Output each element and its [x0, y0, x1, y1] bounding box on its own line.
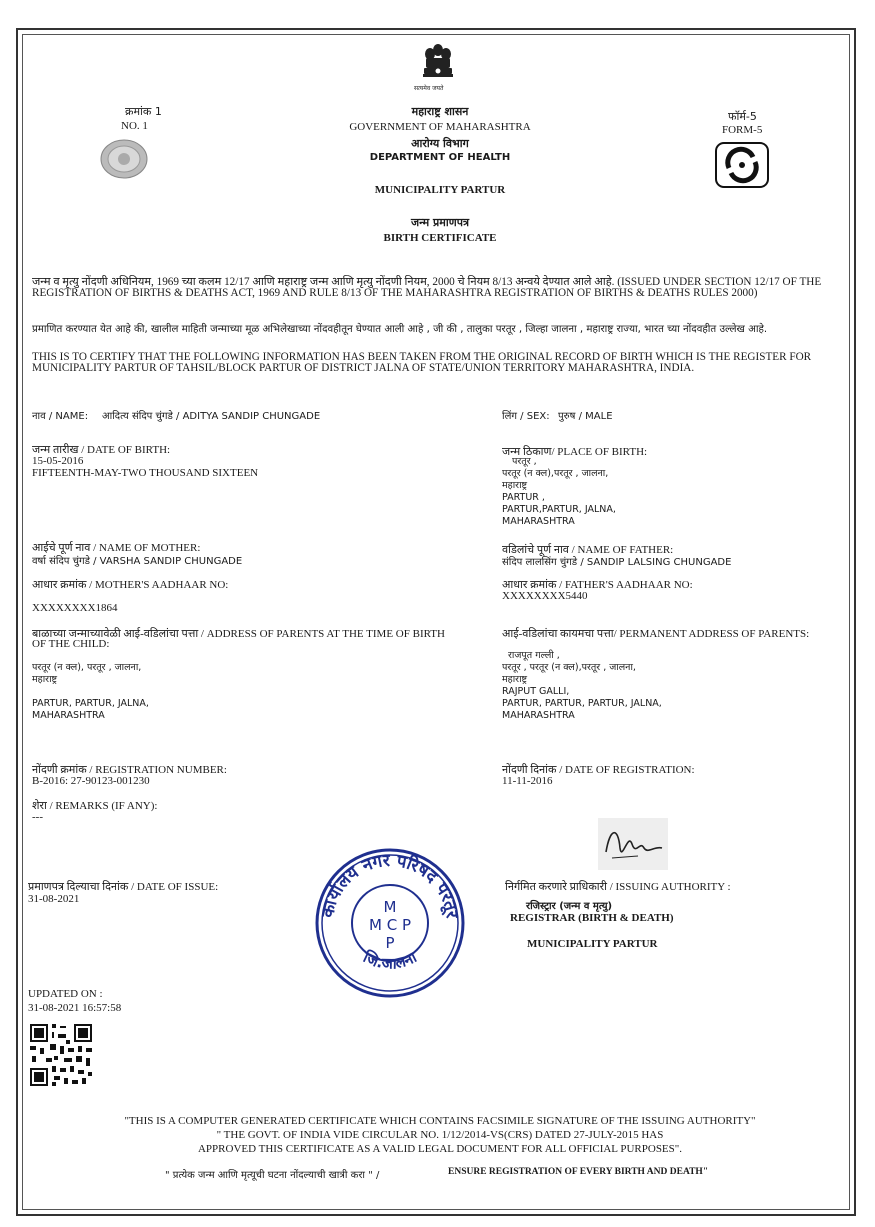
address-line: महाराष्ट्र: [502, 674, 528, 685]
certificate-inner-border: [22, 34, 850, 1210]
address-line: राजपूत गल्ली ,: [508, 650, 560, 661]
authority-municipality: MUNICIPALITY PARTUR: [527, 938, 658, 950]
issued-under-text: जन्म व मृत्यु नोंदणी अधिनियम, 1969 च्या कलम 12/17 आणि महाराष्ट्र जन्म आणि मृत्यु नोंदणी नियम, 2000 चे नियम 8/13 अन्वये देण्यात आले आहे. (ISSUED UNDER SECTION 12/17 OF THE REGISTRATION OF BIRTHS & DEATHS ACT, 1969 AND RULE 8/13 OF THE MAHARASHTRA REGISTRATION OF BIRTHS & DEATHS RULES 2000): [32, 276, 822, 299]
stamp-letter: M: [383, 898, 397, 916]
address-line: परतूर (न क्ल), परतूर , जालना,: [32, 662, 142, 673]
pob-line: परतूर ,: [512, 456, 537, 467]
remarks-label: शेरा / REMARKS (IF ANY):: [32, 800, 158, 812]
registration-date-label: नोंदणी दिनांक / DATE OF REGISTRATION:: [502, 764, 695, 776]
form-number-mr: फॉर्म-5: [728, 110, 757, 123]
address-at-birth-label: बाळाच्या जन्माच्यावेळी आई-वडिलांचा पत्ता / ADDRESS OF PARENTS AT THE TIME OF BIRTH: [32, 628, 445, 640]
stamp-bottom-text: जि.जालना: [360, 947, 420, 973]
government-name-en: GOVERNMENT OF MAHARASHTRA: [349, 121, 531, 133]
permanent-address-label: आई-वडिलांचा कायमचा पत्ता/ PERMANENT ADDRESS OF PARENTS:: [502, 628, 810, 640]
father-aadhaar-label: आधार क्रमांक / FATHER'S AADHAAR NO:: [502, 579, 693, 591]
mother-aadhaar-value: XXXXXXXX1864: [32, 602, 118, 614]
updated-on-value: 31-08-2021 16:57:58: [28, 1002, 122, 1014]
certify-text-mr: प्रमाणित करण्यात येत आहे की, खालील माहिती जन्माच्या मूळ अभिलेखाच्या नोंदवहीतून घेण्यात आली आहे , जी की , तालुका परतूर , जिल्हा जालना , महाराष्ट्र राज्या, भारत च्या नोंदवहीत उल्लेख आहे.: [32, 324, 768, 335]
remarks-value: ---: [32, 811, 43, 823]
footer-slogan-en: ENSURE REGISTRATION OF EVERY BIRTH AND DEATH": [448, 1167, 709, 1177]
pob-line: महाराष्ट्र: [502, 480, 528, 491]
mother-aadhaar-label: आधार क्रमांक / MOTHER'S AADHAAR NO:: [32, 579, 229, 591]
qr-code-icon: [28, 1022, 94, 1088]
address-line: MAHARASHTRA: [502, 710, 575, 721]
pob-line: PARTUR ,: [502, 492, 545, 503]
stamp-letter: P: [385, 934, 395, 952]
issuing-authority-label: निर्गमित करणारे प्राधिकारी / ISSUING AUTHORITY :: [505, 881, 731, 893]
registrar-title-mr: रजिस्ट्रार (जन्म व मृत्यु): [526, 901, 613, 912]
department-name-mr: आरोग्य विभाग: [411, 137, 469, 150]
pob-line: परतूर (न क्ल),परतूर , जालना,: [502, 468, 609, 479]
address-line: PARTUR, PARTUR, JALNA,: [32, 698, 149, 709]
pob-value: [502, 456, 616, 528]
registration-number-label: नोंदणी क्रमांक / REGISTRATION NUMBER:: [32, 764, 227, 776]
serial-number-en: NO. 1: [121, 120, 148, 132]
serial-number-mr: क्रमांक 1: [125, 105, 162, 118]
seal-icon: [99, 138, 149, 180]
address-line: परतूर , परतूर (न क्ल),परतूर , जालना,: [502, 662, 636, 673]
dob-label: जन्म तारीख / DATE OF BIRTH:: [32, 444, 171, 456]
pob-line: PARTUR,PARTUR, JALNA,: [502, 504, 616, 515]
father-name-value: संदिप लालसिंग चुंगडे / SANDIP LALSING CHUNGADE: [502, 557, 732, 568]
dob-value: 15-05-2016: [32, 455, 84, 467]
mother-name-value: वर्षा संदिप चुंगडे / VARSHA SANDIP CHUNGADE: [32, 556, 243, 567]
national-emblem-icon: [421, 42, 455, 90]
government-name-mr: महाराष्ट्र शासन: [411, 105, 469, 118]
footer-slogan-mr: " प्रत्येक जन्म आणि मृत्यूची घटना नोंदल्याची खात्री करा " /: [165, 1170, 380, 1181]
registrar-title-en: REGISTRAR (BIRTH & DEATH): [510, 912, 674, 924]
pob-line: MAHARASHTRA: [502, 516, 575, 527]
stamp-letters-middle: M C P: [369, 916, 411, 934]
name-value: आदित्य संदिप चुंगडे / ADITYA SANDIP CHUNGADE: [102, 411, 321, 422]
issue-date-value: 31-08-2021: [28, 893, 80, 905]
address-line: MAHARASHTRA: [32, 710, 105, 721]
footer-disclaimer-2: " THE GOVT. OF INDIA VIDE CIRCULAR NO. 1/12/2014-VS(CRS) DATED 27-JULY-2015 HAS: [216, 1129, 664, 1141]
address-at-birth-label-cont: OF THE CHILD:: [32, 638, 110, 650]
pob-label: जन्म ठिकाण/ PLACE OF BIRTH:: [502, 446, 648, 458]
registrar-signature: [598, 818, 668, 870]
address-line: PARTUR, PARTUR, PARTUR, JALNA,: [502, 698, 662, 709]
municipality-title: MUNICIPALITY PARTUR: [374, 184, 506, 196]
department-name-en: DEPARTMENT OF HEALTH: [369, 152, 511, 163]
address-line: महाराष्ट्र: [32, 674, 58, 685]
father-aadhaar-value: XXXXXXXX5440: [502, 590, 588, 602]
dob-words: FIFTEENTH-MAY-TWO THOUSAND SIXTEEN: [32, 467, 259, 479]
father-name-label: वडिलांचे पूर्ण नाव / NAME OF FATHER:: [502, 544, 674, 556]
emblem-caption: सत्यमेव जयते: [414, 85, 444, 92]
address-line: RAJPUT GALLI,: [502, 686, 570, 697]
sex-value: पुरुष / MALE: [558, 411, 613, 422]
mother-name-label: आईचे पूर्ण नाव / NAME OF MOTHER:: [32, 542, 201, 554]
form-number-en: FORM-5: [722, 124, 763, 136]
permanent-address-value: [502, 650, 662, 722]
name-label: नाव / NAME:: [32, 411, 89, 422]
updated-on-label: UPDATED ON :: [28, 988, 103, 1000]
crs-logo-icon: [715, 142, 769, 188]
certificate-title-en: BIRTH CERTIFICATE: [383, 232, 497, 244]
registration-number-value: B-2016: 27-90123-001230: [32, 775, 150, 787]
municipal-council-stamp: [313, 846, 467, 1000]
stamp-ring-text: कार्यालय नगर परिषद परतूर: [317, 850, 462, 920]
footer-disclaimer-3: APPROVED THIS CERTIFICATE AS A VALID LEGAL DOCUMENT FOR ALL OFFICIAL PURPOSES".: [197, 1143, 683, 1155]
registration-date-value: 11-11-2016: [502, 775, 553, 787]
certificate-title-mr: जन्म प्रमाणपत्र: [410, 216, 470, 229]
footer-disclaimer-1: "THIS IS A COMPUTER GENERATED CERTIFICATE WHICH CONTAINS FACSIMILE SIGNATURE OF THE ISSUING AUTHORITY": [124, 1115, 756, 1127]
issue-date-label: प्रमाणपत्र दिल्याचा दिनांक / DATE OF ISSUE:: [28, 881, 219, 893]
certify-text-en: THIS IS TO CERTIFY THAT THE FOLLOWING INFORMATION HAS BEEN TAKEN FROM THE ORIGINAL RECORD OF BIRTH WHICH IS THE REGISTER FOR MUNICIPALITY PARTUR OF TAHSIL/BLOCK PARTUR OF DISTRICT JALNA OF STATE/UNION TERRITORY MAHARASHTRA, INDIA.: [32, 351, 812, 374]
address-at-birth-value: [32, 662, 149, 722]
address-line: [32, 686, 149, 698]
sex-label: लिंग / SEX:: [502, 411, 550, 422]
